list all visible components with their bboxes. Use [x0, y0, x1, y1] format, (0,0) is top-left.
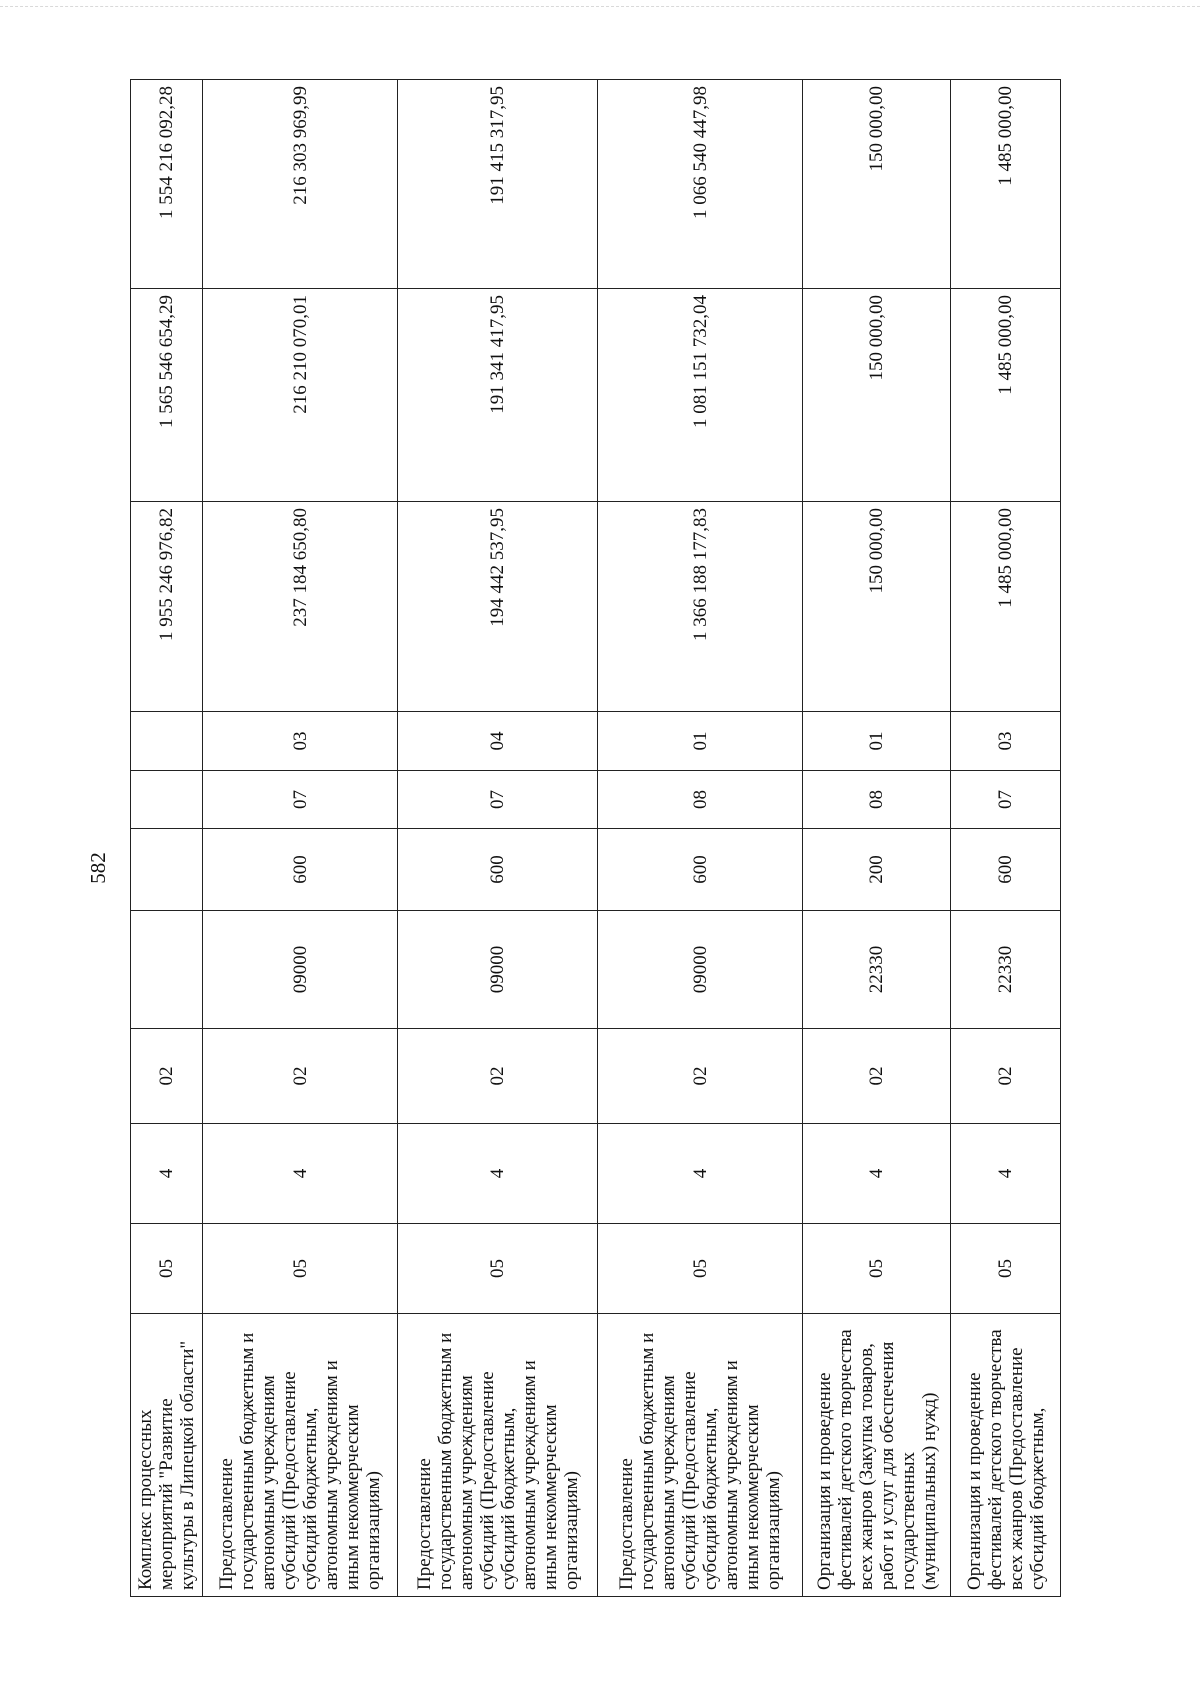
code-cell-2: 4 — [131, 1124, 203, 1224]
amount-cell-2: 1 081 151 732,04 — [598, 289, 803, 502]
code-cell-7: 01 — [598, 712, 803, 771]
code-cell-3: 02 — [803, 1029, 951, 1124]
amount-cell-1: 150 000,00 — [803, 502, 951, 712]
code-cell-7: 03 — [203, 712, 398, 771]
code-cell-6: 07 — [951, 771, 1061, 829]
row-name: Организация и проведение фестивалей детского творчества всех жанров (Предоставление субсидий бюджетным, — [951, 1314, 1061, 1597]
amount-cell-2: 150 000,00 — [803, 289, 951, 502]
code-cell-4: 09000 — [203, 911, 398, 1029]
code-cell-2: 4 — [398, 1124, 598, 1224]
code-cell-3: 02 — [398, 1029, 598, 1124]
code-cell-5: 600 — [598, 829, 803, 911]
code-cell-1: 05 — [398, 1224, 598, 1314]
code-cell-1: 05 — [951, 1224, 1061, 1314]
code-cell-4: 09000 — [598, 911, 803, 1029]
code-cell-1: 05 — [203, 1224, 398, 1314]
code-cell-7: 01 — [803, 712, 951, 771]
code-cell-2: 4 — [803, 1124, 951, 1224]
code-cell-7: 04 — [398, 712, 598, 771]
scan-edge-line — [0, 6, 1200, 7]
code-cell-4: 22330 — [803, 911, 951, 1029]
row-name: Предоставление государственным бюджетным и автономным учреждениям субсидий (Предоставление субсидий бюджетным, автономным учреждениям и иным некоммерческим организациям) — [398, 1314, 598, 1597]
code-cell-6 — [131, 771, 203, 829]
budget-table — [130, 79, 1061, 1597]
code-cell-1: 05 — [598, 1224, 803, 1314]
code-cell-5: 600 — [398, 829, 598, 911]
code-cell-6: 08 — [598, 771, 803, 829]
code-cell-6: 07 — [203, 771, 398, 829]
amount-cell-3: 191 415 317,95 — [398, 80, 598, 289]
code-cell-5 — [131, 829, 203, 911]
code-cell-5: 600 — [951, 829, 1061, 911]
table-row — [398, 80, 598, 1597]
amount-cell-2: 1 565 546 654,29 — [131, 289, 203, 502]
amount-cell-3: 1 066 540 447,98 — [598, 80, 803, 289]
code-cell-7: 03 — [951, 712, 1061, 771]
row-name: Предоставление государственным бюджетным и автономным учреждениям субсидий (Предоставление субсидий бюджетным, автономным учреждениям и иным некоммерческим организациям) — [203, 1314, 398, 1597]
amount-cell-1: 1 485 000,00 — [951, 502, 1061, 712]
amount-cell-1: 237 184 650,80 — [203, 502, 398, 712]
row-name: Организация и проведение фестивалей детского творчества всех жанров (Закупка товаров, работ и услуг для обеспечения государственных (муниципальных) нужд) — [803, 1314, 951, 1597]
code-cell-7 — [131, 712, 203, 771]
code-cell-4: 22330 — [951, 911, 1061, 1029]
code-cell-6: 08 — [803, 771, 951, 829]
code-cell-1: 05 — [803, 1224, 951, 1314]
table-row — [951, 80, 1061, 1597]
code-cell-1: 05 — [131, 1224, 203, 1314]
amount-cell-1: 194 442 537,95 — [398, 502, 598, 712]
table-row — [131, 80, 203, 1597]
code-cell-3: 02 — [598, 1029, 803, 1124]
code-cell-2: 4 — [203, 1124, 398, 1224]
code-cell-3: 02 — [131, 1029, 203, 1124]
amount-cell-1: 1 366 188 177,83 — [598, 502, 803, 712]
table-row — [803, 80, 951, 1597]
table-row — [598, 80, 803, 1597]
code-cell-6: 07 — [398, 771, 598, 829]
code-cell-5: 200 — [803, 829, 951, 911]
code-cell-4: 09000 — [398, 911, 598, 1029]
rotated-table-container — [130, 80, 1060, 1597]
code-cell-2: 4 — [951, 1124, 1061, 1224]
code-cell-2: 4 — [598, 1124, 803, 1224]
amount-cell-2: 1 485 000,00 — [951, 289, 1061, 502]
row-name: Предоставление государственным бюджетным и автономным учреждениям субсидий (Предоставление субсидий бюджетным, автономным учреждениям и иным некоммерческим организациям) — [598, 1314, 803, 1597]
table-row — [203, 80, 398, 1597]
amount-cell-3: 216 303 969,99 — [203, 80, 398, 289]
amount-cell-2: 191 341 417,95 — [398, 289, 598, 502]
code-cell-3: 02 — [951, 1029, 1061, 1124]
amount-cell-3: 1 554 216 092,28 — [131, 80, 203, 289]
page-number: 582 — [86, 852, 110, 884]
row-name: Комплекс процессных мероприятий "Развитие культуры в Липецкой области" — [131, 1314, 203, 1597]
code-cell-4 — [131, 911, 203, 1029]
amount-cell-1: 1 955 246 976,82 — [131, 502, 203, 712]
amount-cell-2: 216 210 070,01 — [203, 289, 398, 502]
amount-cell-3: 150 000,00 — [803, 80, 951, 289]
code-cell-5: 600 — [203, 829, 398, 911]
code-cell-3: 02 — [203, 1029, 398, 1124]
amount-cell-3: 1 485 000,00 — [951, 80, 1061, 289]
